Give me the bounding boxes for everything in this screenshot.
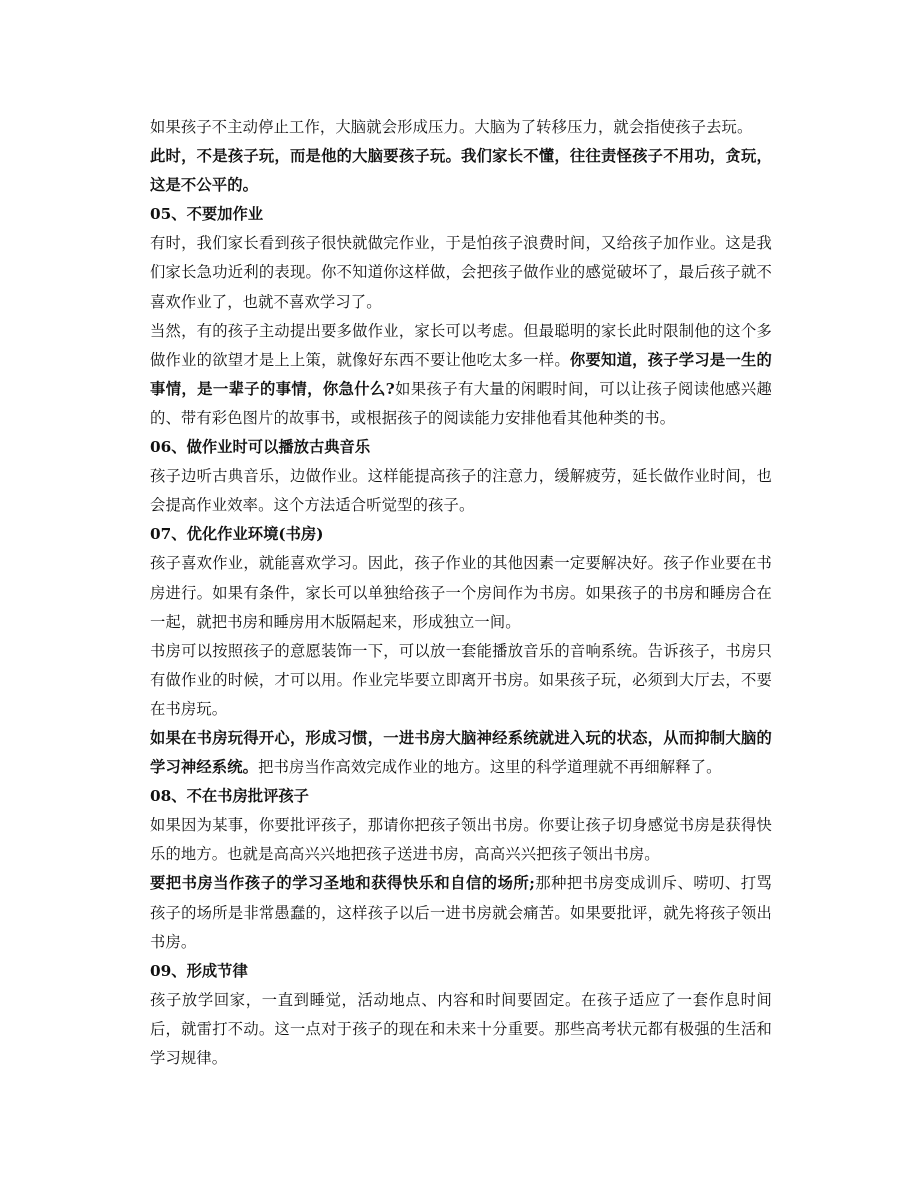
text-run: 那种把书房变成训斥、唠叨、打骂孩子的场所是非常愚蠢的，这样孩子以后一进书房就会痛苦。如果要批评，就先将孩子领出书房。 [150,874,772,951]
text-run: 当然，有的孩子主动提出要多做作业，家长可以考虑。但最聪明的家长此时限制他的这个多做作业的欲望才是上上策，就像好东西不要让他吃太多一样。 [150,321,772,369]
section-heading-05: 05、不要加作业 [150,205,264,224]
paragraph [150,317,772,433]
section-heading-07: 07、优化作业环境(书房) [150,525,324,544]
paragraph [150,724,772,782]
paragraph: 孩子喜欢作业，就能喜欢学习。因此，孩子作业的其他因素一定要解决好。孩子作业要在书房进行。如果有条件，家长可以单独给孩子一个房间作为书房。如果孩子的书房和睡房合在一起，就把书房和睡房用木版隔起来，形成独立一间。 [150,554,772,631]
paragraph: 孩子边听古典音乐，边做作业。这样能提高孩子的注意力，缓解疲劳，延长做作业时间，也会提高作业效率。这个方法适合听觉型的孩子。 [150,467,772,515]
paragraph: 书房可以按照孩子的意愿装饰一下，可以放一套能播放音乐的音响系统。告诉孩子，书房只有做作业的时候，才可以用。作业完毕要立即离开书房。如果孩子玩，必须到大厅去，不要在书房玩。 [150,641,772,718]
bold-paragraph: 此时，不是孩子玩，而是他的大脑要孩子玩。我们家长不懂，往往责怪孩子不用功，贪玩，这是不公平的。 [150,147,772,195]
paragraph: 有时，我们家长看到孩子很快就做完作业，于是怕孩子浪费时间，又给孩子加作业。这是我们家长急功近利的表现。你不知道你这样做，会把孩子做作业的感觉破坏了，最后孩子就不喜欢作业了，也就不喜欢学习了。 [150,234,772,311]
document-body [150,113,772,1073]
paragraph: 孩子放学回家，一直到睡觉，活动地点、内容和时间要固定。在孩子适应了一套作息时间后，就雷打不动。这一点对于孩子的现在和未来十分重要。那些高考状元都有极强的生活和学习规律。 [150,990,772,1067]
paragraph: 如果因为某事，你要批评孩子，那请你把孩子领出书房。你要让孩子切身感觉书房是获得快乐的地方。也就是高高兴兴地把孩子送进书房，高高兴兴把孩子领出书房。 [150,816,772,864]
paragraph: 如果孩子不主动停止工作，大脑就会形成压力。大脑为了转移压力，就会指使孩子去玩。 [150,118,753,136]
bold-text-run: 如果在书房玩得开心，形成习惯，一进书房大脑神经系统就进入玩的状态，从而抑制大脑的学习神经系统。 [150,728,772,777]
section-heading-08: 08、不在书房批评孩子 [150,787,309,806]
bold-text-run: 你要知道，孩子学习是一生的事情，是一辈子的事情，你急什么? [150,350,772,398]
paragraph [150,869,772,956]
section-heading-06: 06、做作业时可以播放古典音乐 [150,438,371,457]
text-run: 把书房当作高效完成作业的地方。这里的科学道理就不再细解释了。 [258,758,722,777]
bold-text-run: 要把书房当作孩子的学习圣地和获得快乐和自信的场所; [150,874,535,893]
text-run: 如果孩子有大量的闲暇时间，可以让孩子阅读他感兴趣的、带有彩色图片的故事书，或根据孩子的阅读能力安排他看其他种类的书。 [150,379,772,427]
section-heading-09: 09、形成节律 [150,961,248,980]
